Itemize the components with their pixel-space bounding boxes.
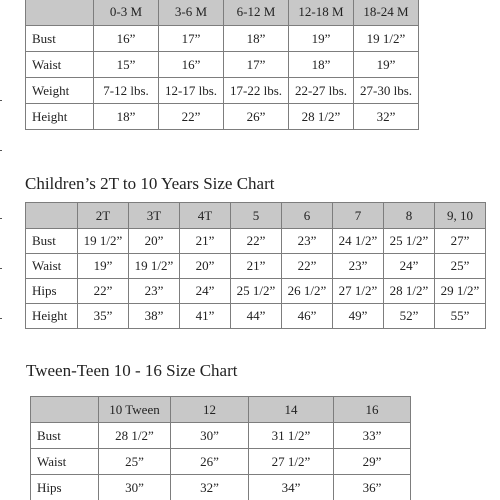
table-cell: 24 1/2” [333, 229, 384, 254]
table-row [26, 78, 419, 104]
edge-mark [0, 150, 2, 151]
table-cell: 24” [180, 279, 231, 304]
infant-size-table [25, 0, 419, 130]
table-cell: 17-22 lbs. [224, 78, 289, 104]
table-cell: 52” [384, 304, 435, 329]
column-header: 0-3 M [94, 0, 159, 26]
column-header: 16 [334, 397, 411, 423]
table-cell: 19 1/2” [354, 26, 419, 52]
table-cell: 18” [94, 104, 159, 130]
table-cell: 44” [231, 304, 282, 329]
table-cell: 26” [224, 104, 289, 130]
table-cell: 36” [334, 475, 411, 500]
table-cell: 27 1/2” [249, 449, 334, 475]
table-cell: 27 1/2” [333, 279, 384, 304]
column-header: 6 [282, 203, 333, 229]
table-cell: 25 1/2” [231, 279, 282, 304]
table-cell: 28 1/2” [289, 104, 354, 130]
column-header: 9, 10 [435, 203, 486, 229]
column-header: 6-12 M [224, 0, 289, 26]
children-chart-title: Children’s 2T to 10 Years Size Chart [25, 174, 275, 193]
table-cell: 22-27 lbs. [289, 78, 354, 104]
table-cell: 23” [282, 229, 333, 254]
row-label: Hips [26, 279, 78, 304]
table-cell: 25” [99, 449, 171, 475]
table-cell: 32” [354, 104, 419, 130]
column-header: 14 [249, 397, 334, 423]
table-cell: 22” [282, 254, 333, 279]
table-cell: 55” [435, 304, 486, 329]
table-cell: 22” [159, 104, 224, 130]
table-cell: 27-30 lbs. [354, 78, 419, 104]
table-cell: 26 1/2” [282, 279, 333, 304]
table-row [26, 104, 419, 130]
column-header: 2T [78, 203, 129, 229]
column-header: 10 Tween [99, 397, 171, 423]
column-header: 3T [129, 203, 180, 229]
table-cell: 28 1/2” [99, 423, 171, 449]
column-header: 7 [333, 203, 384, 229]
table-cell: 19” [354, 52, 419, 78]
table-cell: 46” [282, 304, 333, 329]
table-cell: 19” [289, 26, 354, 52]
table-row [26, 52, 419, 78]
edge-mark [0, 218, 2, 219]
table-row [31, 423, 411, 449]
table-row [26, 279, 486, 304]
column-header: 18-24 M [354, 0, 419, 26]
table-cell: 17” [224, 52, 289, 78]
table-cell: 25 1/2” [384, 229, 435, 254]
table-cell: 24” [384, 254, 435, 279]
table-cell: 23” [333, 254, 384, 279]
table-cell: 21” [180, 229, 231, 254]
table-cell: 20” [129, 229, 180, 254]
column-header: 4T [180, 203, 231, 229]
corner-cell [26, 0, 94, 26]
table-row [26, 26, 419, 52]
table-header-row [26, 0, 419, 26]
table-cell: 21” [231, 254, 282, 279]
table-header-row [26, 203, 486, 229]
table-cell: 30” [171, 423, 249, 449]
table-cell: 29 1/2” [435, 279, 486, 304]
table-cell: 23” [129, 279, 180, 304]
table-cell: 28 1/2” [384, 279, 435, 304]
table-cell: 19” [78, 254, 129, 279]
table-cell: 22” [231, 229, 282, 254]
corner-cell [31, 397, 99, 423]
table-cell: 16” [94, 26, 159, 52]
table-row [26, 304, 486, 329]
column-header: 12-18 M [289, 0, 354, 26]
table-cell: 19 1/2” [78, 229, 129, 254]
table-cell: 35” [78, 304, 129, 329]
table-cell: 20” [180, 254, 231, 279]
column-header: 12 [171, 397, 249, 423]
tween-chart-title: Tween-Teen 10 - 16 Size Chart [26, 361, 238, 380]
table-row [26, 254, 486, 279]
row-label: Height [26, 104, 94, 130]
table-cell: 33” [334, 423, 411, 449]
row-label: Bust [26, 229, 78, 254]
corner-cell [26, 203, 78, 229]
row-label: Height [26, 304, 78, 329]
table-cell: 17” [159, 26, 224, 52]
row-label: Bust [26, 26, 94, 52]
table-cell: 41” [180, 304, 231, 329]
table-cell: 18” [224, 26, 289, 52]
table-cell: 32” [171, 475, 249, 500]
tween-size-table [30, 396, 411, 500]
table-row [31, 475, 411, 500]
row-label: Waist [31, 449, 99, 475]
edge-mark [0, 100, 2, 101]
table-cell: 18” [289, 52, 354, 78]
table-cell: 30” [99, 475, 171, 500]
column-header: 8 [384, 203, 435, 229]
table-cell: 16” [159, 52, 224, 78]
edge-mark [0, 318, 2, 319]
table-cell: 25” [435, 254, 486, 279]
table-cell: 29” [334, 449, 411, 475]
table-cell: 26” [171, 449, 249, 475]
row-label: Bust [31, 423, 99, 449]
table-cell: 15” [94, 52, 159, 78]
column-header: 5 [231, 203, 282, 229]
table-row [26, 229, 486, 254]
row-label: Waist [26, 52, 94, 78]
table-cell: 7-12 lbs. [94, 78, 159, 104]
edge-mark [0, 268, 2, 269]
table-cell: 27” [435, 229, 486, 254]
children-size-table [25, 202, 486, 329]
row-label: Weight [26, 78, 94, 104]
row-label: Hips [31, 475, 99, 500]
column-header: 3-6 M [159, 0, 224, 26]
row-label: Waist [26, 254, 78, 279]
table-cell: 12-17 lbs. [159, 78, 224, 104]
table-cell: 38” [129, 304, 180, 329]
table-header-row [31, 397, 411, 423]
table-cell: 22” [78, 279, 129, 304]
table-row [31, 449, 411, 475]
table-cell: 31 1/2” [249, 423, 334, 449]
table-cell: 49” [333, 304, 384, 329]
table-cell: 34” [249, 475, 334, 500]
table-cell: 19 1/2” [129, 254, 180, 279]
